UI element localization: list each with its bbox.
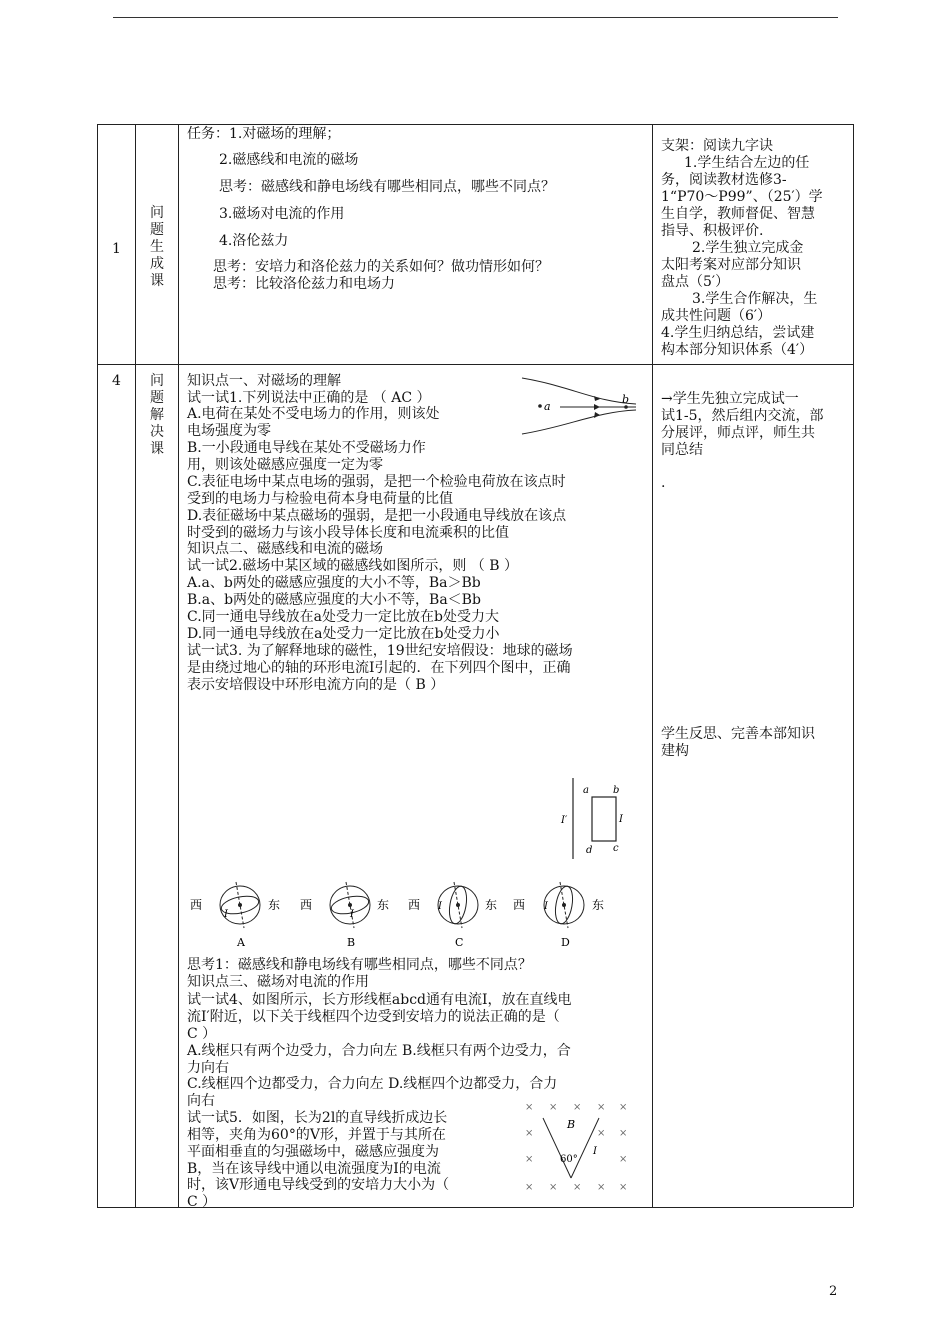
svg-text:×: × [619,1128,628,1139]
support-line: 支架：阅读九字诀 [661,138,773,154]
current-label: I [224,909,228,920]
kp1-title: 知识点一、对磁场的理解 [187,373,341,389]
q5-line: 时，该V形通电导线受到的安培力大小为（ [187,1177,450,1193]
east-label: 东 [268,898,281,912]
q5-line: C ） [187,1194,217,1210]
q4-line: C ） [187,1026,217,1042]
corner-a: a [583,785,589,796]
option-label: A [237,936,245,949]
globe-option-a [190,882,280,949]
angle-label: 60° [560,1154,578,1165]
west-label: 西 [300,898,313,912]
svg-text:×: × [549,1182,558,1193]
support-line: 生自学，教师督促、智慧 [661,206,815,222]
support-line: 指导、积极评价. [661,223,764,239]
earth-current-figure [188,878,608,950]
support-line: 2.学生独立完成金 [692,240,804,256]
q1-option: 用，则该处磁感应强度一定为零 [187,457,383,473]
row1-item-4: 4.洛伦兹力 [219,233,289,249]
row1-type-label: 问题生成课 [150,205,164,289]
globe-option-d [513,882,604,949]
field-b-label: B [567,1118,576,1131]
activity-line: 同总结 [661,442,703,458]
point-b-label: b [622,393,630,406]
q3-stem: 是由绕过地心的轴的环形电流I引起的．在下列四个图中，正确 [187,660,571,676]
q5-line: B，当在该导线中通以电流强度为I的电流 [187,1161,441,1177]
q2-stem: 试一试2.磁场中某区域的磁感线如图所示，则 （ B ） [187,558,518,574]
svg-text:×: × [525,1102,534,1113]
activity-dot: . [661,475,666,491]
current-label: I [544,901,548,912]
west-label: 西 [408,898,421,912]
kp3-title: 知识点三、磁场对电流的作用 [187,974,369,990]
current-label: I [438,901,442,912]
east-label: 东 [592,898,605,912]
q1-stem: 试一试1.下列说法中正确的是 （ AC ） [187,390,431,406]
q1-option: B.一小段通电导线在某处不受磁场力作 [187,440,426,456]
q1-option: 受到的电场力与检验电荷本身电荷量的比值 [187,491,453,507]
svg-text:×: × [573,1102,582,1113]
q4-line: 试一试4、如图所示，长方形线框abcd通有电流I，放在直线电 [187,992,572,1008]
support-line: 务，阅读教材选修3- [661,172,787,188]
q4-line: A.线框只有两个边受力，合力向左 B.线框只有两个边受力，合 [187,1043,571,1059]
row1-think-2: 思考：安培力和洛伦兹力的关系如何？做功情形如何？ [213,259,549,275]
svg-text:×: × [549,1102,558,1113]
svg-text:×: × [573,1182,582,1193]
west-label: 西 [513,898,526,912]
row1-think-1: 思考：磁感线和静电场线有哪些相同点，哪些不同点？ [219,179,555,195]
row1-item-2: 2.磁感线和电流的磁场 [219,152,359,168]
svg-text:×: × [619,1154,628,1165]
corner-b: b [613,785,620,796]
point-a-label: a [544,400,551,413]
q3-stem: 表示安培假设中环形电流方向的是（ B ） [187,677,445,693]
wire-current-label: I′ [561,815,568,826]
support-line: 1“P70～P99”、（25′）学 [661,189,823,205]
row1-think-3: 思考：比较洛伦兹力和电场力 [213,276,395,292]
svg-text:×: × [525,1182,534,1193]
svg-text:×: × [525,1154,534,1165]
globe-option-b [300,882,389,949]
support-line: 3.学生合作解决，生 [692,291,818,307]
q2-option: A.a、b两处的磁感应强度的大小不等，Ba＞Bb [187,575,481,591]
q2-option: C.同一通电导线放在a处受力一定比放在b处受力大 [187,609,499,625]
q4-line: 流I′附近，以下关于线框四个边受到安培力的说法正确的是（ [187,1009,560,1025]
activity-line: 分展评，师点评，师生共 [661,425,815,441]
q1-option: A.电荷在某处不受电场力的作用，则该处 [187,406,440,422]
q4-line: C.线框四个边都受力，合力向左 D.线框四个边都受力，合力 [187,1076,558,1092]
svg-text:×: × [619,1102,628,1113]
svg-text:×: × [525,1128,534,1139]
support-line: 成共性问题（6′） [661,308,772,324]
q4-line: 力向右 [187,1060,229,1076]
q1-option: C.表征电场中某点电场的强弱，是把一个检验电荷放在该点时 [187,474,566,490]
q4-line: 向右 [187,1093,215,1109]
activity-line: 试1-5，然后组内交流，部 [661,408,824,424]
think-1: 思考1：磁感线和静电场线有哪些相同点，哪些不同点？ [187,957,532,973]
row2-type-label: 问题解决课 [150,373,164,457]
reflection-line: 学生反思、完善本部知识 [661,726,815,742]
q1-option: 时受到的磁场力与该小段导体长度和电流乘积的比值 [187,525,509,541]
q5-line: 试一试5．如图，长为2l的直导线折成边长 [187,1110,448,1126]
support-line: 1.学生结合左边的任 [684,155,810,171]
support-line: 4.学生归纳总结，尝试建 [661,325,815,341]
svg-text:×: × [597,1128,606,1139]
q5-line: 平面相垂直的匀强磁场中，磁感应强度为 [187,1144,439,1160]
option-label: C [455,936,464,949]
support-line: 盘点（5′） [661,274,730,290]
v-current-label: I [593,1146,597,1157]
reflection-line: 建构 [661,743,689,759]
frame-current-label: I [619,814,623,825]
svg-text:×: × [619,1182,628,1193]
east-label: 东 [485,898,498,912]
option-label: B [347,936,356,949]
row1-task: 任务：1.对磁场的理解； [187,126,341,142]
row1-number: 1 [112,241,121,257]
field-crosses [525,1102,627,1193]
kp2-title: 知识点二、磁感线和电流的磁场 [187,541,383,557]
q5-line: 相等，夹角为60°的V形，并置于与其所在 [187,1127,446,1143]
q3-stem: 试一试3. 为了解释地球的磁性，19世纪安培假设：地球的磁场 [187,643,573,659]
globe-option-c [408,882,497,949]
current-label: I [350,909,354,920]
page-number: 2 [829,1284,838,1299]
q2-option: B.a、b两处的磁感应强度的大小不等，Ba＜Bb [187,592,481,608]
corner-d: d [586,845,593,856]
svg-text:×: × [597,1182,606,1193]
svg-text:×: × [597,1102,606,1113]
support-line: 太阳考案对应部分知识 [661,257,801,273]
q1-option: D.表征磁场中某点磁场的强弱，是把一小段通电导线放在该点 [187,508,567,524]
corner-c: c [613,843,619,854]
header-rule [113,17,838,18]
q2-option: D.同一通电导线放在a处受力一定比放在b处受力小 [187,626,500,642]
activity-line: →学生先独立完成试一 [661,391,799,407]
east-label: 东 [377,898,390,912]
row2-number: 4 [112,373,121,389]
west-label: 西 [190,898,203,912]
q1-option: 电场强度为零 [187,423,271,439]
support-line: 构本部分知识体系（4′） [661,342,814,358]
row1-item-3: 3.磁场对电流的作用 [219,206,345,222]
frame-wire-figure [555,776,635,861]
option-label: D [561,936,570,949]
v-wire-field-figure [515,1098,640,1196]
field-lines-figure [500,374,640,440]
